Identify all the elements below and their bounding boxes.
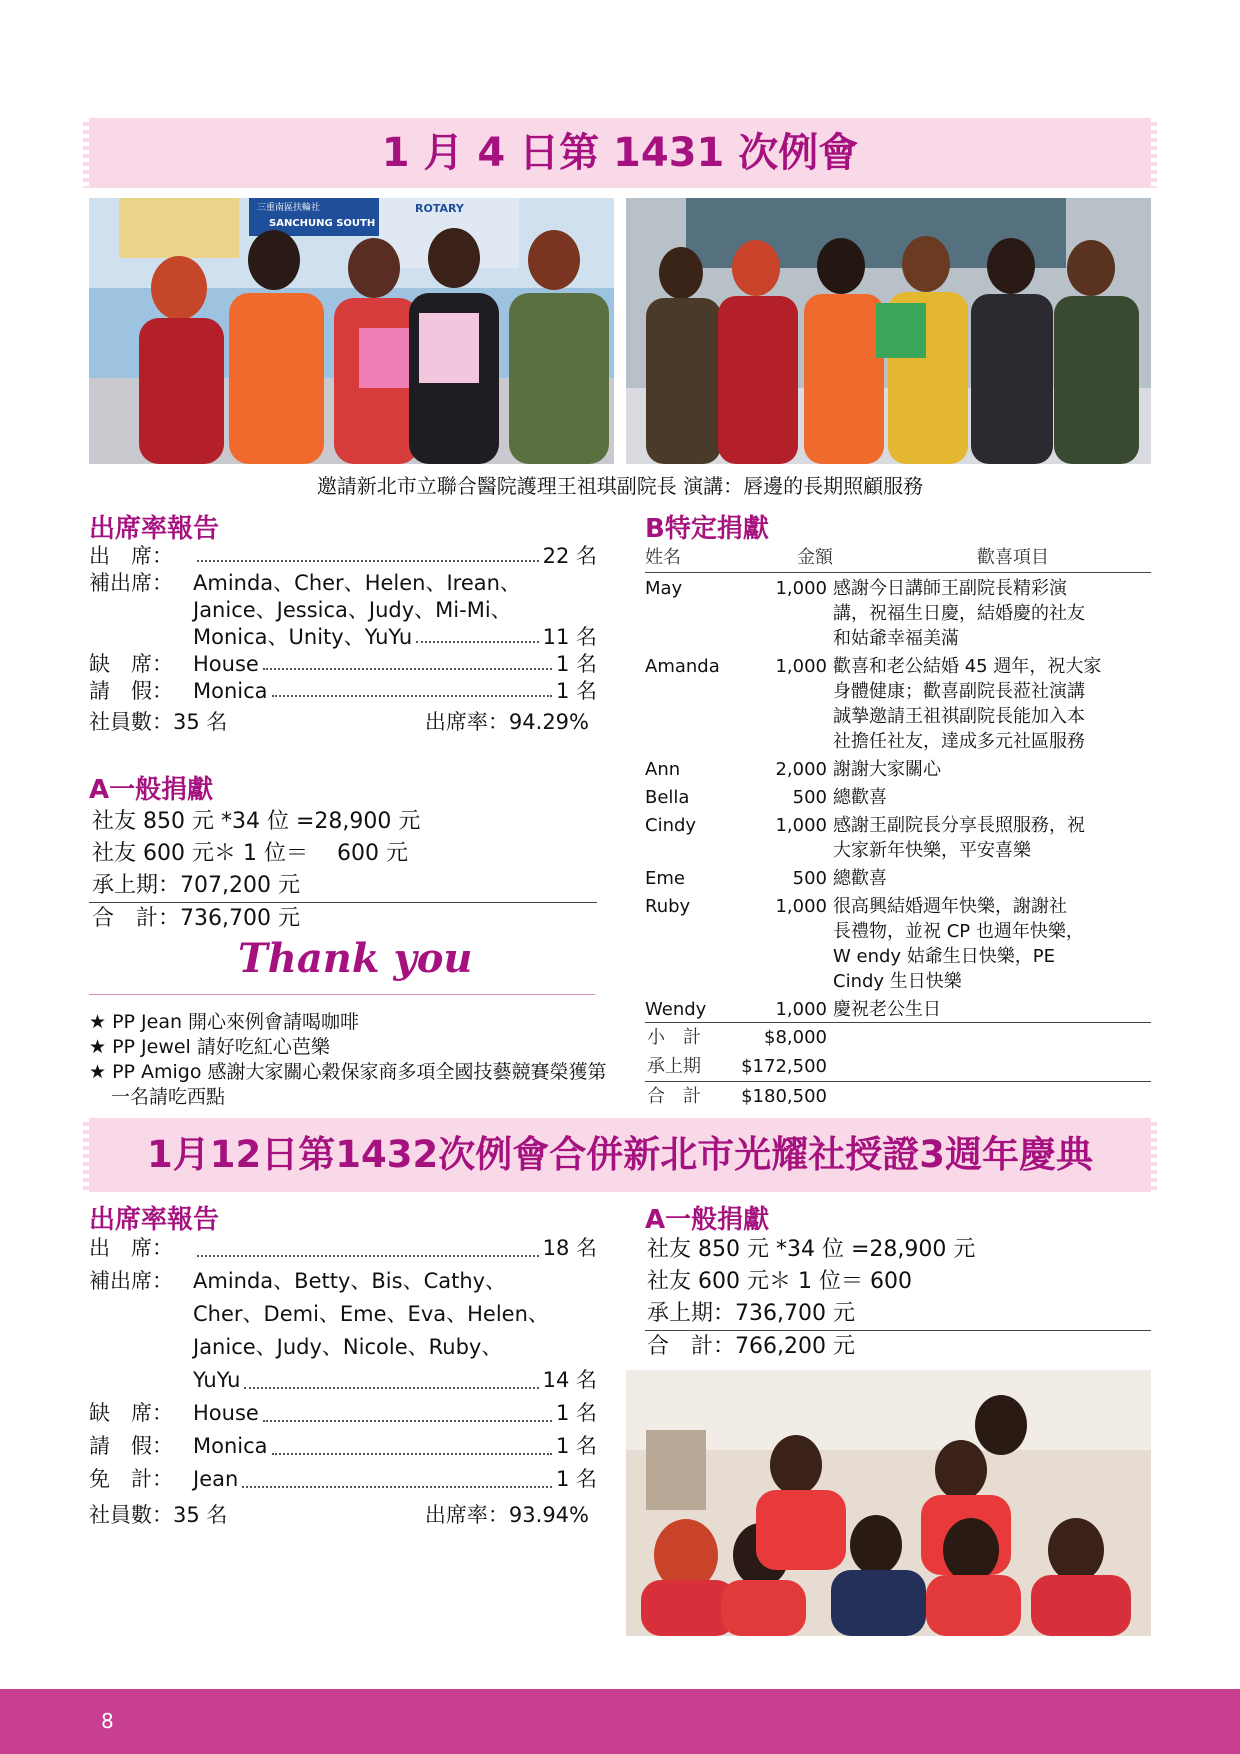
exempt-count: 1 名 [555,1467,597,1491]
table-header [645,544,1151,573]
header-name: 姓名 [645,547,681,568]
present-row [89,543,597,570]
makeup-row [89,1265,597,1298]
leave-row [89,678,597,705]
makeup-count: 14 名 [542,1368,597,1392]
meeting2-attendance-title: 出席率報告 [89,1205,220,1235]
meeting1-caption: 邀請新北市立聯合醫院護理王祖琪副院長 演講：唇邊的長期照顧服務 [316,474,924,498]
donation-description [827,891,1151,994]
donation-amount: 500 [792,787,827,808]
meeting2-photo [626,1370,1151,1636]
svg-text:ROTARY: ROTARY [415,202,464,215]
subtotal-label: 小 計 [647,1027,701,1048]
donation-total: 合 計：736,700 元 [89,902,597,935]
leave-names: Monica [193,1434,268,1458]
absent-label: 缺 席： [89,652,173,676]
makeup-names-line: Monica、Unity、YuYu [193,625,413,649]
donation-description [827,573,1151,651]
donation-line: 承上期：736,700 元 [647,1301,855,1326]
meeting1-general-donation-title: A一般捐獻 [89,775,214,805]
donation-line: 社友 850 元 *34 位 =28,900 元 [92,809,421,834]
meeting2-title: 1月12日第1432次例會合併新北市光耀社授證3週年慶典 [147,1133,1093,1176]
makeup-names-line: Janice、Jessica、Judy、Mi-Mi、 [193,598,512,622]
meeting1-general-donation [89,806,597,935]
table-row [645,651,1151,754]
present-label: 出 席： [89,1236,173,1260]
donation-line: 社友 600 元＊ 1 位＝ 600 元 [92,841,408,866]
note-item: ★ PP Amigo 感謝大家關心穀保家商多項全國技藝競賽榮獲第一名請吃西點 [89,1061,607,1108]
donation-amount: 500 [792,868,827,889]
carry-value: $172,500 [741,1056,827,1077]
carry-label: 承上期 [647,1056,701,1077]
absent-row [89,1397,597,1430]
meeting1-attendance [89,543,597,737]
description-line: 歡喜和老公結婚 45 週年，祝大家 [833,656,1102,677]
meeting2-title-banner [89,1118,1151,1192]
present-count: 18 名 [542,1236,597,1260]
absent-count: 1 名 [555,1401,597,1425]
description-line: 很高興結婚週年快樂，謝謝社 [833,896,1067,917]
description-line: 感謝王副院長分享長照服務，祝 [833,815,1085,836]
header-amount: 金額 [797,547,833,568]
meeting1-attendance-title: 出席率報告 [89,514,220,544]
special-donation-table [645,544,1151,1111]
svg-text:三重南區扶輪社: 三重南區扶輪社 [257,203,321,213]
description-line: 長禮物，並祝 CP 也週年快樂， [833,921,1084,942]
donation-amount: 1,000 [775,815,827,836]
donor-name: Bella [645,787,690,808]
leave-label: 請 假： [89,679,173,703]
leave-names: Monica [193,679,268,703]
description-line: 謝謝大家關心 [833,759,941,780]
exempt-names: Jean [193,1467,239,1491]
table-row [645,754,1151,782]
header-item: 歡喜項目 [977,547,1049,568]
absent-row [89,651,597,678]
description-line: 講，祝福生日慶，結婚慶的社友 [833,603,1085,624]
donor-name: Wendy [645,999,707,1020]
table-row [645,782,1151,810]
donor-name: Eme [645,868,685,889]
thank-you-script: Thank you [238,935,473,982]
meeting1-photo-right [626,198,1151,464]
leave-row [89,1430,597,1463]
donor-name: Cindy [645,815,697,836]
total-label: 合 計 [647,1086,701,1107]
description-line: 誠摯邀請王祖祺副院長能加入本 [833,706,1085,727]
exempt-row [89,1463,597,1496]
makeup-last-row [89,1364,597,1397]
note-item: ★ PP Jean 開心來例會請喝咖啡 [89,1011,360,1033]
note-item: ★ PP Jewel 請好吃紅心芭樂 [89,1036,330,1058]
makeup-count: 11 名 [542,625,597,649]
donation-description [827,782,1151,810]
table-row [645,863,1151,891]
donation-description [827,810,1151,863]
donation-description [827,754,1151,782]
members-rate-row [89,1500,597,1530]
donation-description [827,994,1151,1022]
table-row [645,891,1151,994]
present-count: 22 名 [542,544,597,568]
donation-amount: 1,000 [775,656,827,677]
description-line: 慶祝老公生日 [833,999,941,1020]
donor-name: Amanda [645,656,720,677]
page-number: 8 [101,1709,114,1733]
leave-label: 請 假： [89,1434,173,1458]
donation-description [827,651,1151,754]
table-row [645,810,1151,863]
donation-amount: 2,000 [775,759,827,780]
absent-label: 缺 席： [89,1401,173,1425]
meeting1-notes [89,1010,609,1110]
donation-amount: 1,000 [775,999,827,1020]
absent-count: 1 名 [555,652,597,676]
meeting1-special-donation-title: B特定捐獻 [645,514,769,544]
subtotal-value: $8,000 [764,1027,827,1048]
donor-name: Ruby [645,896,691,917]
donor-name: May [645,578,683,599]
donation-line: 社友 850 元 *34 位 =28,900 元 [647,1237,976,1262]
table-row [645,573,1151,651]
meeting2-general-donation-title: A一般捐獻 [645,1205,770,1235]
meeting2-attendance [89,1232,597,1530]
absent-names: House [193,1401,259,1425]
leave-count: 1 名 [555,1434,597,1458]
carry-row [645,1052,1151,1081]
description-line: 總歡喜 [833,868,887,889]
donation-line: 社友 600 元＊ 1 位＝ 600 [647,1269,912,1294]
divider [89,994,595,995]
makeup-row [89,570,597,597]
donor-name: Ann [645,759,681,780]
page-footer [0,1689,1240,1754]
meeting1-title: 1 月 4 日第 1431 次例會 [381,130,859,176]
total-row [645,1081,1151,1111]
makeup-names-line: YuYu [193,1368,241,1392]
makeup-names-line: Janice、Judy、Nicole、Ruby、 [193,1335,503,1359]
makeup-names-line: Aminda、Cher、Helen、Irean、 [193,571,521,595]
description-line: 和姑爺幸福美滿 [833,628,959,649]
absent-names: House [193,652,259,676]
description-line: 總歡喜 [833,787,887,808]
members-rate-row [89,707,597,737]
description-line: 大家新年快樂，平安喜樂 [833,840,1031,861]
description-line: W endy 姑爺生日快樂，PE [833,946,1056,967]
makeup-last-row [89,624,597,651]
donation-description [827,863,1151,891]
makeup-names-line: Aminda、Betty、Bis、Cathy、 [193,1269,507,1293]
attendance-rate: 出席率：93.94% [424,1503,589,1527]
present-row [89,1232,597,1265]
meeting2-general-donation [645,1234,1151,1363]
description-line: 身體健康；歡喜副院長蒞社演講 [833,681,1085,702]
makeup-label: 補出席： [89,571,173,595]
donation-line: 承上期：707,200 元 [92,873,300,898]
total-value: $180,500 [741,1086,827,1107]
donation-amount: 1,000 [775,578,827,599]
member-count: 社員數：35 名 [89,710,228,734]
present-label: 出 席： [89,544,173,568]
meeting1-title-banner [89,118,1151,188]
meeting1-photo-left [89,198,614,464]
description-line: 感謝今日講師王副院長精彩演 [833,578,1067,599]
attendance-rate: 出席率：94.29% [424,710,589,734]
makeup-label: 補出席： [89,1269,173,1293]
member-count: 社員數：35 名 [89,1503,228,1527]
description-line: Cindy 生日快樂 [833,971,962,992]
svg-text:SANCHUNG SOUTH: SANCHUNG SOUTH [269,218,376,229]
table-row [645,994,1151,1022]
donation-total: 合 計：766,200 元 [645,1330,1151,1363]
donation-amount: 1,000 [775,896,827,917]
makeup-names-line: Cher、Demi、Eme、Eva、Helen、 [193,1302,549,1326]
exempt-label: 免 計： [89,1467,173,1491]
subtotal-row [645,1022,1151,1052]
leave-count: 1 名 [555,679,597,703]
description-line: 社擔任社友，達成多元社區服務 [833,731,1085,752]
table-body [645,573,1151,1022]
